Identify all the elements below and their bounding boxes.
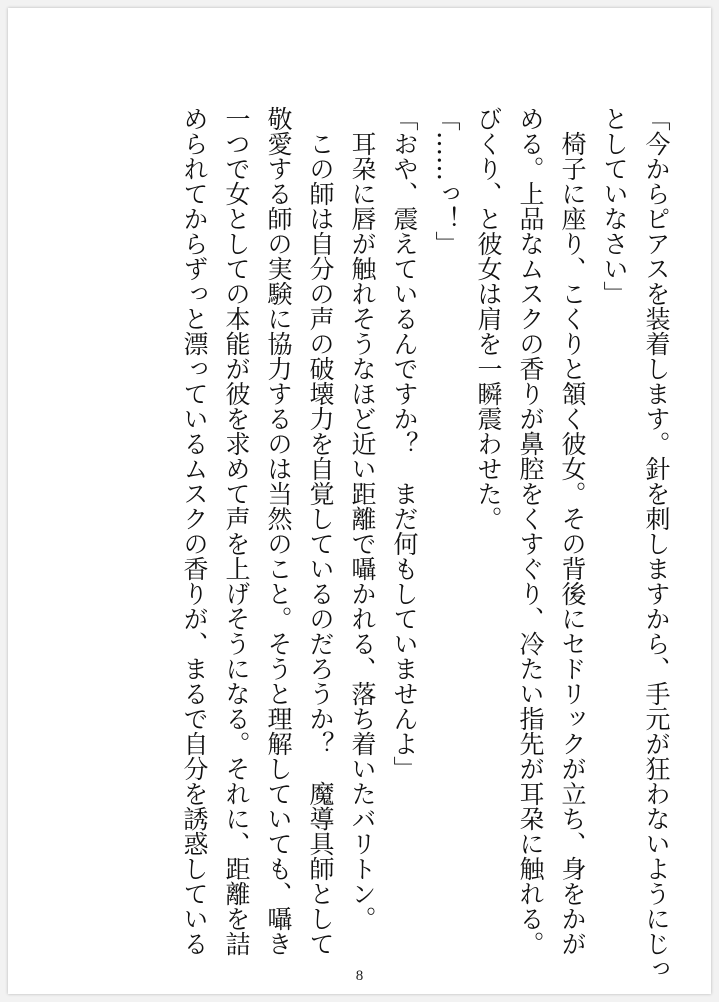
text-line: としていなさい」 <box>600 106 629 306</box>
text-line: 耳朶に唇が触れそうなほど近い距離で囁かれる、落ち着いたバリトン。 <box>348 106 377 931</box>
page-number: 8 <box>355 968 364 984</box>
text-line: 敬愛する師の実験に協力するのは当然のこと。そうと理解していても、囁き <box>264 106 293 956</box>
book-page <box>8 8 711 994</box>
text-line: 一つで女としての本能が彼を求めて声を上げそうになる。それに、距離を詰 <box>222 106 251 956</box>
text-line: 「おや、震えているんですか？ まだ何もしていませんよ」 <box>390 106 419 781</box>
text-line: 「……っ！」 <box>432 106 461 256</box>
vertical-text-body <box>173 106 677 981</box>
text-line: びくり、と彼女は肩を一瞬震わせた。 <box>474 106 503 531</box>
text-line: この師は自分の声の破壊力を自覚しているのだろうか？ 魔導具師として <box>306 106 335 956</box>
text-line: める。上品なムスクの香りが鼻腔をくすぐり、冷たい指先が耳朶に触れる。 <box>516 106 545 956</box>
text-line: められてからずっと漂っているムスクの香りが、まるで自分を誘惑している <box>180 106 209 956</box>
text-line: 椅子に座り、こくりと頷く彼女。その背後にセドリックが立ち、身をかが <box>558 106 587 956</box>
text-line: 「今からピアスを装着します。針を刺しますから、手元が狂わないようにじっ <box>642 106 671 981</box>
